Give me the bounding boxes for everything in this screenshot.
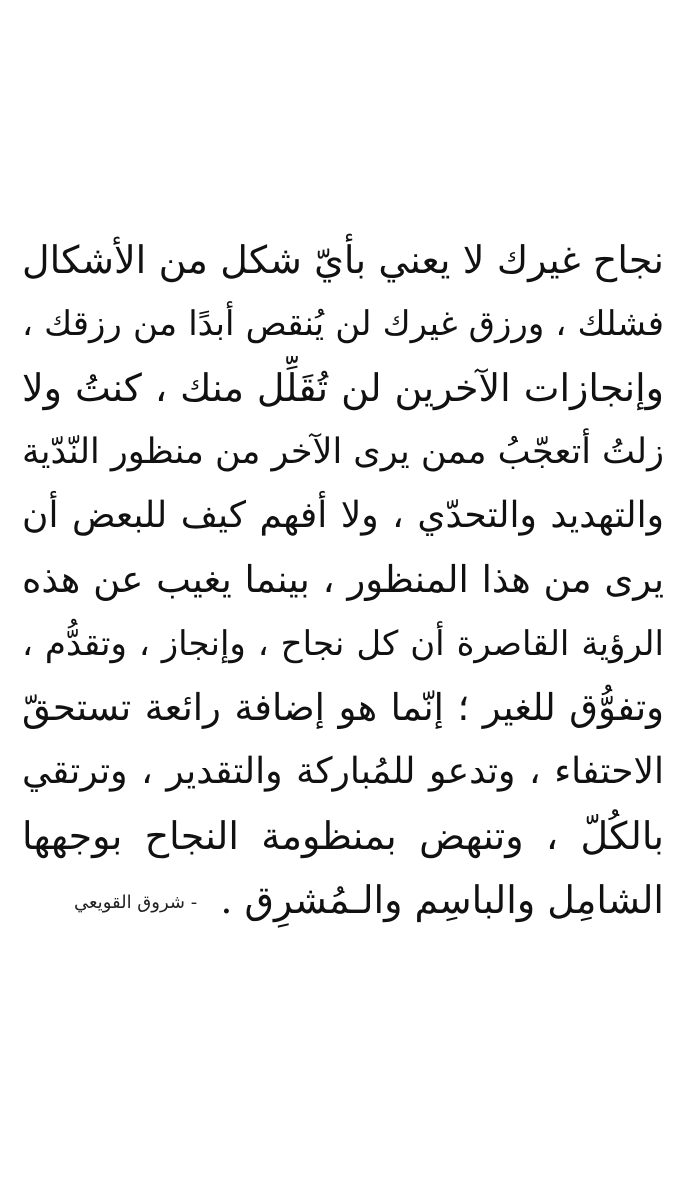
- quote-line-11: الشامِل والباسِم والـمُشرِق .: [220, 878, 664, 922]
- quote-line-5: والتهديد والتحدّي ، ولا أفهم كيف للبعض أن: [22, 495, 664, 536]
- quote-line-7: الرؤية القاصرة أن كل نجاح ، وإنجاز ، وتقدُّم ،: [22, 624, 664, 664]
- quote-line-6: يرى من هذا المنظور ، بينما يغيب عن هذه: [22, 558, 664, 601]
- quote-line-4: زلتُ أتعجّبُ ممن يرى الآخر من منظور النّدّية: [22, 432, 664, 472]
- author-signature: - شروق القويعي: [74, 892, 198, 913]
- quote-line-8: وتفوُّق للغير ؛ إنّما هو إضافة رائعة تستحقّ: [22, 686, 664, 729]
- quote-text: [22, 228, 664, 932]
- quote-line-9: الاحتفاء ، وتدعو للمُباركة والتقدير ، وترتقي: [22, 751, 664, 792]
- quote-line-10: بالكُلّ ، وتنهض بمنظومة النجاح بوجهها: [22, 814, 664, 858]
- quote-line-3: وإنجازات الآخرين لن تُقَلِّل منك ، كنتُ ولا: [22, 366, 664, 410]
- quote-line-2: فشلك ، ورزق غيرك لن يُنقص أبدًا من رزقك ،: [22, 304, 664, 344]
- quote-line-1: نجاح غيرك لا يعني بأيّ شكل من الأشكال: [22, 238, 664, 282]
